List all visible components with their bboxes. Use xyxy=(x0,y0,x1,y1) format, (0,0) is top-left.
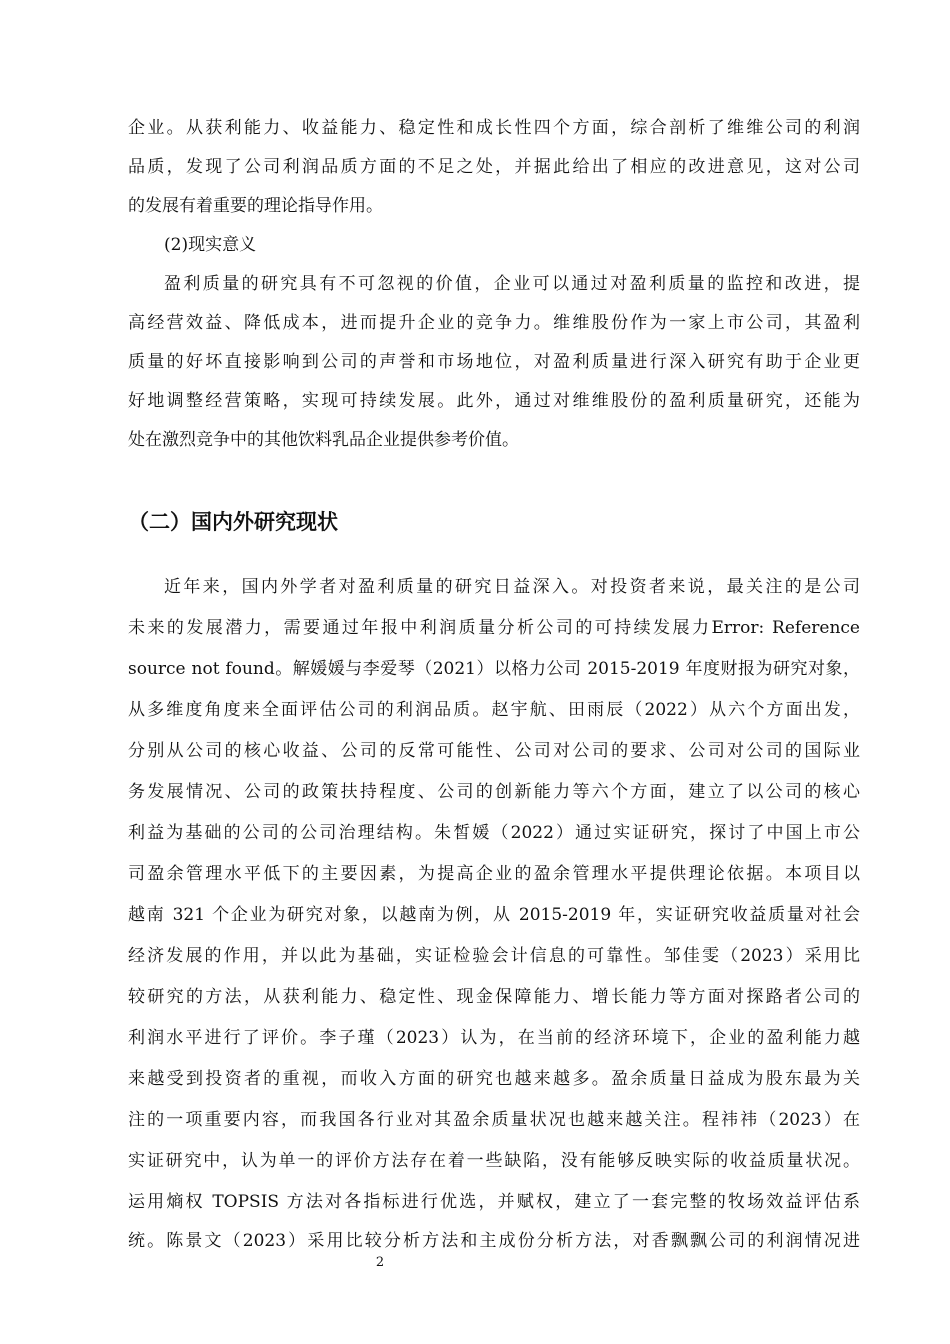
research-line-17: 统。陈景文（2023）采用比较分析方法和主成份分析方法，对香飘飘公司的利润情况进 xyxy=(128,1231,860,1251)
research-line-5: 分别从公司的核心收益、公司的反常可能性、公司对公司的要求、公司对公司的国际业 xyxy=(128,741,860,761)
research-line-7: 利益为基础的公司的公司治理结构。朱皙媛（2022）通过实证研究，探讨了中国上市公 xyxy=(128,823,860,843)
research-line-6: 务发展情况、公司的政策扶持程度、公司的创新能力等六个方面，建立了以公司的核心 xyxy=(128,782,860,802)
subheading-practical-significance: (2)现实意义 xyxy=(164,235,257,255)
practical-line-5: 处在激烈竞争中的其他饮料乳品企业提供参考价值。 xyxy=(128,430,519,450)
research-line-16: 运用熵权 TOPSIS 方法对各指标进行优选，并赋权，建立了一套完整的牧场效益评估系 xyxy=(128,1192,860,1212)
practical-line-4: 好地调整经营策略，实现可持续发展。此外，通过对维维股份的盈利质量研究，还能为 xyxy=(128,391,860,411)
research-line-15: 实证研究中，认为单一的评价方法存在着一些缺陷，没有能够反映实际的收益质量状况。 xyxy=(128,1151,860,1171)
practical-line-1: 盈利质量的研究具有不可忽视的价值，企业可以通过对盈利质量的监控和改进，提 xyxy=(164,274,860,294)
research-line-11: 较研究的方法，从获利能力、稳定性、现金保障能力、增长能力等方面对探路者公司的 xyxy=(128,987,860,1007)
research-line-3: source not found。解媛媛与李爱琴（2021）以格力公司 2015-2019 年度财报为研究对象， xyxy=(128,659,860,679)
research-line-1: 近年来，国内外学者对盈利质量的研究日益深入。对投资者来说，最关注的是公司 xyxy=(164,577,860,597)
research-line-14: 注的一项重要内容，而我国各行业对其盈余质量状况也越来越关注。程祎祎（2023）在 xyxy=(128,1110,860,1130)
research-line-8: 司盈余管理水平低下的主要因素，为提高企业的盈余管理水平提供理论依据。本项目以 xyxy=(128,864,860,884)
research-line-4: 从多维度角度来全面评估公司的利润品质。赵宇航、田雨辰（2022）从六个方面出发， xyxy=(128,700,860,720)
practical-line-2: 高经营效益、降低成本，进而提升企业的竞争力。维维股份作为一家上市公司，其盈利 xyxy=(128,313,860,333)
research-line-9: 越南 321 个企业为研究对象，以越南为例，从 2015-2019 年，实证研究收益质量对社会 xyxy=(128,905,860,925)
intro-line-1: 企业。从获利能力、收益能力、稳定性和成长性四个方面，综合剖析了维维公司的利润 xyxy=(128,118,860,138)
research-line-12: 利润水平进行了评价。李子瑾（2023）认为，在当前的经济环境下，企业的盈利能力越 xyxy=(128,1028,860,1048)
practical-line-3: 质量的好坏直接影响到公司的声誉和市场地位，对盈利质量进行深入研究有助于企业更 xyxy=(128,352,860,372)
research-line-2: 未来的发展潜力，需要通过年报中利润质量分析公司的可持续发展力Error: Reference xyxy=(128,618,860,638)
page-number: 2 xyxy=(375,1255,385,1270)
section-heading: （二）国内外研究现状 xyxy=(128,510,338,534)
intro-line-3: 的发展有着重要的理论指导作用。 xyxy=(128,196,383,216)
research-line-10: 经济发展的作用，并以此为基础，实证检验会计信息的可靠性。邹佳雯（2023）采用比 xyxy=(128,946,860,966)
research-line-13: 来越受到投资者的重视，而收入方面的研究也越来越多。盈余质量日益成为股东最为关 xyxy=(128,1069,860,1089)
intro-line-2: 品质，发现了公司利润品质方面的不足之处，并据此给出了相应的改进意见，这对公司 xyxy=(128,157,860,177)
